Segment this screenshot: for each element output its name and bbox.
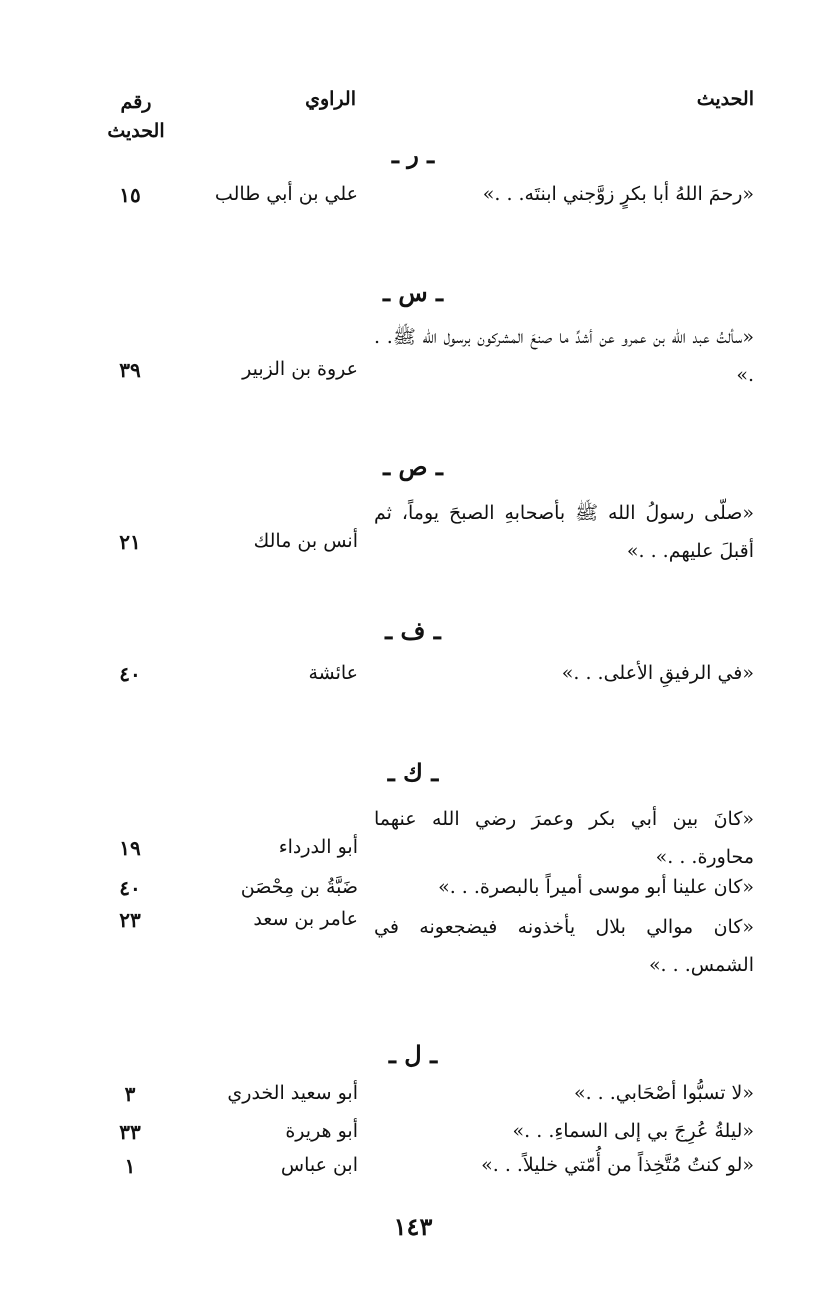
narrator-name: عائشة (308, 662, 358, 684)
section-letter-sin: ـ س ـ (382, 278, 444, 307)
index-row (0, 318, 826, 394)
hadith-number: ٢٣ (119, 908, 141, 932)
hadith-text: «كان موالي بلال يأخذونه فيضجعونه في الشمس. . .» (374, 916, 754, 976)
narrator-name: عروة بن الزبير (242, 358, 358, 380)
hadith-number: ١٥ (119, 183, 141, 207)
hadith-number: ٢١ (119, 530, 141, 554)
hadith-text: «لا تسبُّوا أصْحَابي. . .» (573, 1082, 754, 1104)
column-header-hadith: الحديث (696, 88, 754, 110)
narrator-name: ابن عباس (280, 1154, 358, 1176)
index-row (0, 1154, 826, 1190)
narrator-name: عامر بن سعد (253, 908, 358, 930)
index-row (0, 800, 826, 876)
section-letter-lam: ـ ل ـ (388, 1040, 438, 1069)
index-row (0, 183, 826, 219)
section-letter-fa: ـ ف ـ (385, 616, 441, 645)
hadith-number: ٣٩ (119, 358, 141, 382)
hadith-text: «في الرفيقِ الأعلى. . .» (561, 662, 754, 684)
narrator-name: علي بن أبي طالب (214, 183, 358, 205)
index-row (0, 662, 826, 698)
hadith-text: «سألتُ عبد الله بن عمرو عن أشدِّ ما صنعَ المشركون برسول الله ﷺ. . .» (374, 326, 755, 386)
hadith-number: ٣٣ (119, 1120, 141, 1144)
hadith-text: «صلّى رسولُ الله ﷺ بأصحابهِ الصبحَ يوماً، ثم أقبلَ عليهم. . .» (374, 502, 754, 562)
hadith-number: ٤٠ (119, 876, 141, 900)
index-row (0, 908, 826, 984)
index-row (0, 494, 826, 570)
hadith-text: «كان علينا أبو موسى أميراً بالبصرة. . .» (438, 876, 754, 898)
narrator-name: أبو الدرداء (278, 836, 358, 858)
hadith-text: «ليلةُ عُرِجَ بي إلى السماءِ. . .» (512, 1120, 754, 1142)
hadith-number: ٣ (124, 1082, 136, 1106)
index-row (0, 1082, 826, 1118)
narrator-name: أنس بن مالك (253, 530, 358, 552)
narrator-name: أبو سعيد الخدري (227, 1082, 358, 1104)
hadith-text: «لو كنتُ مُتَّخِذاً من أُمّتي خليلاً. . .» (481, 1154, 754, 1176)
hadith-number: ١ (124, 1154, 136, 1178)
narrator-name: أبو هريرة (285, 1120, 358, 1142)
column-header-number (96, 88, 176, 147)
page-number: ١٤٣ (393, 1212, 433, 1241)
hadith-text: «كانَ بين أبي بكر وعمرَ رضي الله عنهما محاورة. . .» (374, 808, 754, 868)
column-header-narrator: الراوي (305, 88, 356, 110)
section-letter-kaf: ـ ك ـ (387, 758, 439, 787)
section-letter-sad: ـ ص ـ (383, 452, 443, 481)
column-header-number-line2: الحديث (107, 120, 165, 143)
hadith-number: ١٩ (119, 836, 141, 860)
index-row (0, 876, 826, 912)
section-letter-ra: ـ ر ـ (391, 140, 435, 169)
hadith-text: «رحمَ اللهُ أبا بكرٍ زوَّجني ابنتَه. . .» (482, 183, 754, 205)
hadith-number: ٤٠ (119, 662, 141, 686)
column-header-number-line1: رقم (120, 91, 152, 113)
index-row (0, 1120, 826, 1156)
narrator-name: ضَبَّةُ بن مِحْصَن (240, 876, 358, 898)
